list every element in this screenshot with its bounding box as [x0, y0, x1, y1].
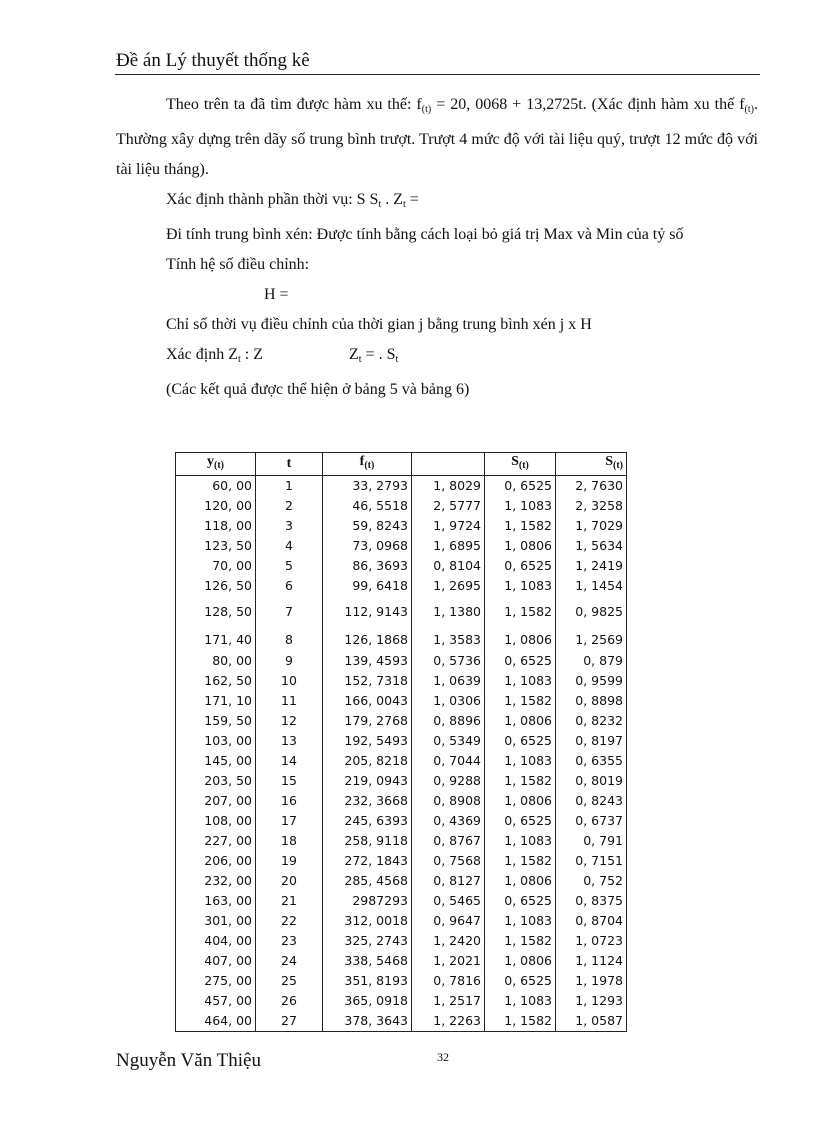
cell-f: 139, 4593 [323, 651, 412, 671]
footer-author-name: Nguyễn Văn Thiệu [116, 1050, 261, 1071]
cell-f: 46, 5518 [323, 496, 412, 516]
cell-ratio: 0, 7568 [412, 851, 485, 871]
paragraph-trend-function: Theo trên ta đã tìm được hàm xu thế: $f_{(t)} = 20$, 0068 + 13,2725t. (Xác định hàm xu thế $f_{(t)}$. Thường xây dựng trên dãy số trung bình trượt. Trượt 4 mức độ với tài liệu quý, trượt 12 mức độ với tài liệu tháng). [116, 96, 758, 178]
cell-f: 351, 8193 [323, 971, 412, 991]
paragraph-results-note: (Các kết quả được thể hiện ở bảng 5 và bảng 6) [166, 381, 470, 398]
cell-s: 0, 6525 [485, 811, 556, 831]
table-row [176, 811, 627, 831]
cell-f: 192, 5493 [323, 731, 412, 751]
cell-f: 245, 6393 [323, 811, 412, 831]
cell-t: 2 [256, 496, 323, 516]
cell-t: 9 [256, 651, 323, 671]
cell-f: 59, 8243 [323, 516, 412, 536]
paragraph-seasonal-index: Chỉ số thời vụ điều chỉnh của thời gian j bằng trung bình xén j x H [166, 316, 592, 333]
cell-ratio: 0, 7816 [412, 971, 485, 991]
cell-ratio: 1, 2021 [412, 951, 485, 971]
cell-s: 1, 1582 [485, 516, 556, 536]
cell-ratio: 0, 5349 [412, 731, 485, 751]
cell-s-adjusted: 2, 3258 [556, 496, 627, 516]
table-row [176, 691, 627, 711]
cell-s-adjusted: 1, 1293 [556, 991, 627, 1011]
cell-ratio: 2, 5777 [412, 496, 485, 516]
cell-ratio: 0, 8767 [412, 831, 485, 851]
paragraph-adjustment-coefficient: Tính hệ số điều chỉnh: [166, 256, 310, 273]
header-divider [115, 74, 760, 75]
cell-y: 159, 50 [176, 711, 256, 731]
cell-s: 1, 1582 [485, 771, 556, 791]
cell-s-adjusted: 0, 6355 [556, 751, 627, 771]
table-row [176, 731, 627, 751]
paragraph-trimmed-mean: Đi tính trung bình xén: Được tính bằng cách loại bỏ giá trị Max và Min của tỷ số [166, 226, 684, 243]
cell-t: 23 [256, 931, 323, 951]
cell-s-adjusted: 0, 8375 [556, 891, 627, 911]
cell-y: 171, 40 [176, 628, 256, 651]
cell-s-adjusted: 1, 1454 [556, 576, 627, 596]
cell-y: 207, 00 [176, 791, 256, 811]
cell-f: 73, 0968 [323, 536, 412, 556]
cell-ratio: 0, 8908 [412, 791, 485, 811]
cell-y: 232, 00 [176, 871, 256, 891]
cell-s-adjusted: 0, 9825 [556, 596, 627, 628]
cell-t: 22 [256, 911, 323, 931]
cell-f: 312, 0018 [323, 911, 412, 931]
cell-f: 2987293 [323, 891, 412, 911]
table-row [176, 851, 627, 871]
cell-f: 272, 1843 [323, 851, 412, 871]
cell-t: 5 [256, 556, 323, 576]
column-header-t: t [256, 453, 323, 476]
cell-s: 1, 1582 [485, 851, 556, 871]
cell-f: 219, 0943 [323, 771, 412, 791]
cell-t: 11 [256, 691, 323, 711]
cell-s: 0, 6525 [485, 891, 556, 911]
cell-s: 0, 6525 [485, 651, 556, 671]
table-row [176, 671, 627, 691]
cell-f: 126, 1868 [323, 628, 412, 651]
cell-f: 166, 0043 [323, 691, 412, 711]
cell-s: 0, 6525 [485, 556, 556, 576]
cell-s: 1, 1582 [485, 1011, 556, 1032]
cell-ratio: 1, 2695 [412, 576, 485, 596]
cell-y: 126, 50 [176, 576, 256, 596]
cell-ratio: 1, 9724 [412, 516, 485, 536]
results-table-container [175, 452, 626, 1032]
cell-f: 86, 3693 [323, 556, 412, 576]
cell-y: 227, 00 [176, 831, 256, 851]
cell-ratio: 0, 5465 [412, 891, 485, 911]
table-row [176, 576, 627, 596]
table-row [176, 971, 627, 991]
cell-s-adjusted: 1, 0587 [556, 1011, 627, 1032]
cell-ratio: 1, 2420 [412, 931, 485, 951]
cell-s-adjusted: 1, 1124 [556, 951, 627, 971]
cell-s: 1, 0806 [485, 628, 556, 651]
cell-y: 457, 00 [176, 991, 256, 1011]
cell-t: 18 [256, 831, 323, 851]
cell-t: 17 [256, 811, 323, 831]
cell-ratio: 1, 0639 [412, 671, 485, 691]
cell-s-adjusted: 0, 8704 [556, 911, 627, 931]
cell-s-adjusted: 0, 791 [556, 831, 627, 851]
cell-s: 1, 1083 [485, 751, 556, 771]
cell-y: 404, 00 [176, 931, 256, 951]
cell-y: 123, 50 [176, 536, 256, 556]
cell-y: 171, 10 [176, 691, 256, 711]
table-row [176, 476, 627, 497]
cell-f: 365, 0918 [323, 991, 412, 1011]
table-row [176, 991, 627, 1011]
cell-t: 26 [256, 991, 323, 1011]
table-row [176, 628, 627, 651]
cell-s-adjusted: 1, 1978 [556, 971, 627, 991]
cell-y: 145, 00 [176, 751, 256, 771]
cell-s-adjusted: 1, 5634 [556, 536, 627, 556]
cell-t: 1 [256, 476, 323, 497]
cell-s: 1, 0806 [485, 791, 556, 811]
cell-f: 258, 9118 [323, 831, 412, 851]
paragraph-determine-z: Xác định $Z_t$ : Z $Z_t$ = . $S_t$ [166, 346, 399, 365]
cell-y: 128, 50 [176, 596, 256, 628]
cell-y: 203, 50 [176, 771, 256, 791]
cell-ratio: 0, 8896 [412, 711, 485, 731]
table-row [176, 711, 627, 731]
table-row [176, 871, 627, 891]
cell-ratio: 1, 2517 [412, 991, 485, 1011]
cell-s: 1, 0806 [485, 711, 556, 731]
cell-f: 99, 6418 [323, 576, 412, 596]
cell-f: 112, 9143 [323, 596, 412, 628]
cell-s: 1, 0806 [485, 951, 556, 971]
table-row [176, 911, 627, 931]
cell-ratio: 1, 2263 [412, 1011, 485, 1032]
cell-t: 24 [256, 951, 323, 971]
table-row [176, 516, 627, 536]
table-row [176, 751, 627, 771]
cell-s-adjusted: 0, 8243 [556, 791, 627, 811]
cell-ratio: 0, 8104 [412, 556, 485, 576]
cell-s: 1, 1582 [485, 931, 556, 951]
cell-ratio: 0, 5736 [412, 651, 485, 671]
table-row [176, 651, 627, 671]
cell-t: 10 [256, 671, 323, 691]
cell-t: 4 [256, 536, 323, 556]
cell-f: 285, 4568 [323, 871, 412, 891]
cell-s-adjusted: 0, 7151 [556, 851, 627, 871]
cell-y: 206, 00 [176, 851, 256, 871]
cell-ratio: 0, 9288 [412, 771, 485, 791]
paragraph-seasonal-component: Xác định thành phần thời vụ: S $S_t$ . $Z_t$ = [166, 191, 419, 210]
table-row [176, 1011, 627, 1032]
column-header-f: $f_{(t)}$ [323, 453, 412, 476]
cell-s: 1, 0806 [485, 536, 556, 556]
column-header-ratio [412, 453, 485, 476]
cell-s: 1, 1582 [485, 596, 556, 628]
cell-ratio: 1, 3583 [412, 628, 485, 651]
cell-f: 338, 5468 [323, 951, 412, 971]
cell-t: 7 [256, 596, 323, 628]
cell-s-adjusted: 1, 2569 [556, 628, 627, 651]
cell-y: 163, 00 [176, 891, 256, 911]
cell-s-adjusted: 0, 8898 [556, 691, 627, 711]
cell-s-adjusted: 2, 7630 [556, 476, 627, 497]
table-row [176, 556, 627, 576]
cell-ratio: 0, 8127 [412, 871, 485, 891]
cell-y: 407, 00 [176, 951, 256, 971]
cell-t: 15 [256, 771, 323, 791]
cell-s: 1, 0806 [485, 871, 556, 891]
cell-y: 60, 00 [176, 476, 256, 497]
cell-t: 13 [256, 731, 323, 751]
cell-t: 3 [256, 516, 323, 536]
cell-s: 0, 6525 [485, 731, 556, 751]
cell-s: 1, 1582 [485, 691, 556, 711]
cell-s-adjusted: 1, 7029 [556, 516, 627, 536]
cell-ratio: 0, 9647 [412, 911, 485, 931]
cell-y: 162, 50 [176, 671, 256, 691]
table-row [176, 771, 627, 791]
cell-t: 6 [256, 576, 323, 596]
cell-f: 232, 3668 [323, 791, 412, 811]
cell-t: 20 [256, 871, 323, 891]
cell-ratio: 0, 7044 [412, 751, 485, 771]
cell-t: 12 [256, 711, 323, 731]
cell-f: 33, 2793 [323, 476, 412, 497]
cell-f: 205, 8218 [323, 751, 412, 771]
cell-f: 152, 7318 [323, 671, 412, 691]
cell-s: 1, 1083 [485, 831, 556, 851]
cell-s-adjusted: 0, 8019 [556, 771, 627, 791]
body-text [116, 90, 758, 405]
table-body [176, 476, 627, 1032]
cell-s: 1, 1083 [485, 991, 556, 1011]
cell-t: 14 [256, 751, 323, 771]
cell-y: 70, 00 [176, 556, 256, 576]
cell-y: 103, 00 [176, 731, 256, 751]
table-row [176, 931, 627, 951]
cell-y: 80, 00 [176, 651, 256, 671]
cell-y: 301, 00 [176, 911, 256, 931]
formula-h: H = [264, 286, 289, 303]
cell-s-adjusted: 0, 8232 [556, 711, 627, 731]
cell-ratio: 1, 6895 [412, 536, 485, 556]
table-row [176, 536, 627, 556]
cell-s-adjusted: 1, 2419 [556, 556, 627, 576]
cell-y: 120, 00 [176, 496, 256, 516]
cell-s: 1, 1083 [485, 911, 556, 931]
cell-t: 19 [256, 851, 323, 871]
page-number: 32 [437, 1050, 449, 1064]
cell-f: 179, 2768 [323, 711, 412, 731]
cell-s: 0, 6525 [485, 476, 556, 497]
cell-s-adjusted: 0, 6737 [556, 811, 627, 831]
cell-y: 275, 00 [176, 971, 256, 991]
table-row [176, 891, 627, 911]
cell-y: 464, 00 [176, 1011, 256, 1032]
cell-s-adjusted: 0, 752 [556, 871, 627, 891]
table-row [176, 831, 627, 851]
document-header-title: Đề án Lý thuyết thống kê [116, 50, 310, 71]
table-row [176, 791, 627, 811]
cell-t: 25 [256, 971, 323, 991]
cell-s: 1, 1083 [485, 576, 556, 596]
column-header-s-adjusted: $S_{(t)}$ [556, 453, 627, 476]
table-row [176, 951, 627, 971]
cell-s: 1, 1083 [485, 671, 556, 691]
cell-ratio: 1, 0306 [412, 691, 485, 711]
cell-y: 108, 00 [176, 811, 256, 831]
cell-ratio: 0, 4369 [412, 811, 485, 831]
cell-ratio: 1, 1380 [412, 596, 485, 628]
cell-t: 27 [256, 1011, 323, 1032]
table-row [176, 496, 627, 516]
cell-f: 378, 3643 [323, 1011, 412, 1032]
cell-s-adjusted: 0, 8197 [556, 731, 627, 751]
cell-s-adjusted: 0, 9599 [556, 671, 627, 691]
cell-y: 118, 00 [176, 516, 256, 536]
cell-t: 21 [256, 891, 323, 911]
column-header-s: $S_{(t)}$ [485, 453, 556, 476]
table-header-row [176, 453, 627, 476]
cell-s-adjusted: 1, 0723 [556, 931, 627, 951]
cell-f: 325, 2743 [323, 931, 412, 951]
cell-s: 1, 1083 [485, 496, 556, 516]
cell-s-adjusted: 0, 879 [556, 651, 627, 671]
cell-t: 16 [256, 791, 323, 811]
cell-t: 8 [256, 628, 323, 651]
cell-s: 0, 6525 [485, 971, 556, 991]
table-row [176, 596, 627, 628]
column-header-y: $y_{(t)}$ [176, 453, 256, 476]
results-table [175, 452, 627, 1032]
cell-ratio: 1, 8029 [412, 476, 485, 497]
